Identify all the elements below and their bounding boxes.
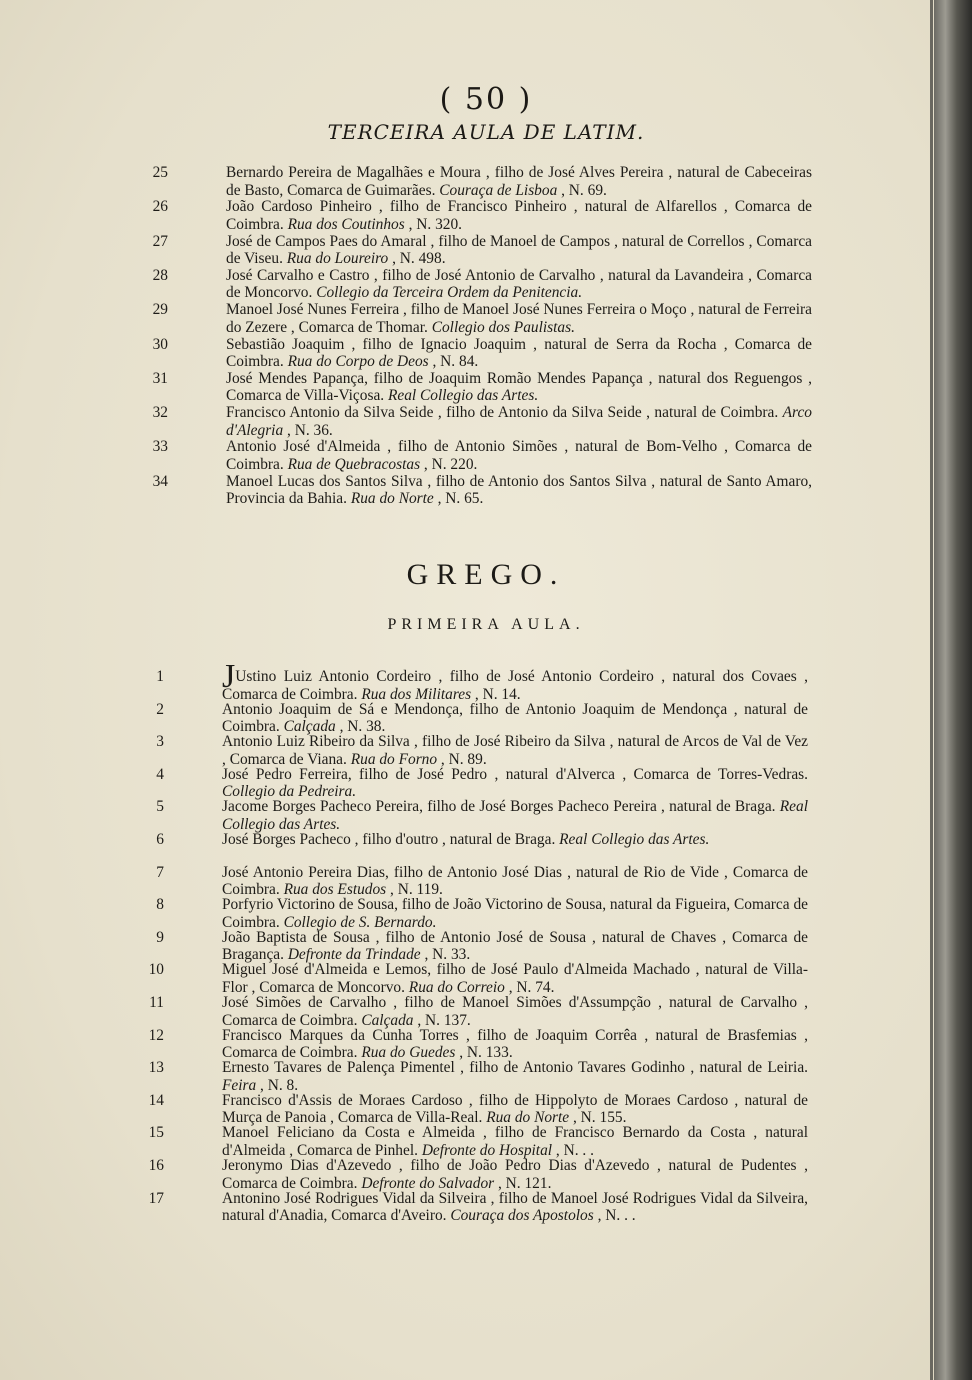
list-item bbox=[148, 1026, 808, 1062]
list-item bbox=[152, 438, 812, 473]
entry-number: 13 bbox=[148, 1059, 164, 1077]
list-item bbox=[152, 301, 812, 336]
entry-text: José Carvalho e Castro , filho de José Antonio de Carvalho , natural da Lavandeira , Comarca de Moncorvo. bbox=[226, 266, 812, 302]
list-item bbox=[156, 863, 808, 899]
entry-house-number: , N. 119. bbox=[386, 881, 443, 899]
entry-house-number: , N. 74. bbox=[504, 978, 555, 996]
entry-number: 15 bbox=[148, 1124, 164, 1142]
entry-number: 25 bbox=[152, 164, 168, 181]
book-spine-strip bbox=[934, 0, 972, 1380]
list-item bbox=[156, 765, 808, 801]
list-item bbox=[149, 994, 808, 1029]
entry-number: 27 bbox=[152, 232, 168, 250]
entry-number: 4 bbox=[156, 765, 164, 783]
entry-address: Rua dos Estudos bbox=[283, 881, 387, 899]
list-item bbox=[156, 658, 808, 703]
entry-address: Calçada bbox=[361, 1011, 414, 1029]
list-item bbox=[152, 369, 812, 405]
entry-address: Rua do Norte bbox=[486, 1109, 570, 1127]
entry-house-number: , N. 498. bbox=[388, 250, 446, 268]
entry-house-number: , N. 121. bbox=[494, 1174, 552, 1192]
entry-house-number: , N. 137. bbox=[413, 1011, 471, 1029]
entry-number: 16 bbox=[148, 1157, 164, 1174]
entry-text: Bernardo Pereira de Magalhães e Moura , filho de José Alves Pereira , natural de Cabeceiras de Basto, Comarca de Guimarães. bbox=[226, 164, 812, 199]
entry-address: Defronte do Salvador bbox=[361, 1174, 495, 1192]
list-item bbox=[148, 1059, 808, 1094]
list-item bbox=[148, 1091, 808, 1127]
list-item bbox=[148, 961, 808, 996]
entry-house-number: , N. 36. bbox=[283, 421, 333, 439]
entry-text: Jeronymo Dias d'Azevedo , filho de João Pedro Dias d'Azevedo , natural de Pudentes , Comarca de Coimbra. bbox=[222, 1157, 808, 1192]
entry-number: 5 bbox=[156, 798, 164, 816]
entry-address: Real Collegio das Artes. bbox=[559, 831, 710, 848]
entry-address: Rua dos Coutinhos bbox=[287, 215, 405, 233]
entry-text: Manoel José Nunes Ferreira , filho de Manoel José Nunes Ferreira o Moço , natural de Ferreira do Zezere , Comarca de Thomar. bbox=[226, 301, 812, 336]
entry-text: José Antonio Pereira Dias, filho de Antonio José Dias , natural de Rio de Vide , Comarca de Coimbra. bbox=[222, 863, 808, 899]
entry-text: Ernesto Tavares de Palença Pimentel , filho de Antonio Tavares Godinho , natural de Leiria. bbox=[222, 1059, 808, 1077]
entry-text: João Baptista de Sousa , filho de Antonio José de Sousa , natural de Chaves , Comarca de Bragança. bbox=[222, 928, 808, 964]
list-item bbox=[156, 831, 808, 849]
entry-number: 11 bbox=[149, 994, 164, 1011]
entry-house-number: , N. 38. bbox=[335, 718, 386, 736]
entry-text: João Cardoso Pinheiro , filho de Francisco Pinheiro , natural de Alfarellos , Comarca de Coimbra. bbox=[226, 198, 812, 233]
entry-text: José Simões de Carvalho , filho de Manoel Simões d'Assumpção , natural de Carvalho , Comarca de Coimbra. bbox=[222, 994, 808, 1029]
entry-number: 2 bbox=[156, 700, 164, 718]
section-title: TERCEIRA AULA DE LATIM. bbox=[327, 120, 645, 144]
entry-number: 3 bbox=[156, 733, 164, 751]
entry-house-number: , N. 69. bbox=[557, 181, 607, 199]
entry-text: Sebastião Joaquim , filho de Ignacio Joaquim , natural de Serra da Rocha , Comarca de Coimbra. bbox=[226, 335, 812, 370]
entry-house-number: , N. . . bbox=[593, 1207, 636, 1225]
entry-text: Manoel Feliciano da Costa e Almeida , filho de Francisco Bernardo da Costa , natural d'Almeida , Comarca de Pinhel. bbox=[222, 1124, 808, 1159]
entry-house-number: , N. 65. bbox=[433, 490, 484, 508]
entry-address: Couraça de Lisboa bbox=[439, 181, 558, 199]
entry-house-number: , N. 133. bbox=[455, 1044, 513, 1062]
page-number: ( 50 ) bbox=[439, 82, 533, 117]
entry-address: Real Collegio das Artes. bbox=[222, 798, 808, 833]
entry-number: 28 bbox=[152, 266, 168, 284]
entry-number: 9 bbox=[156, 928, 164, 946]
list-item bbox=[148, 1189, 808, 1225]
entry-address: Rua do Correio bbox=[408, 978, 505, 996]
entry-address: Defronte da Trindade bbox=[287, 946, 421, 964]
entry-house-number: , N. 220. bbox=[420, 455, 478, 473]
list-item bbox=[152, 404, 812, 439]
entry-number: 10 bbox=[148, 961, 164, 979]
entry-address: Real Collegio das Artes. bbox=[387, 387, 539, 405]
entry-text: Ustino Luiz Antonio Cordeiro , filho de José Antonio Cordeiro , natural dos Covaes , Comarca de Coimbra. bbox=[222, 668, 808, 703]
entry-text: Antonino José Rodrigues Vidal da Silveira , filho de Manoel José Rodrigues Vidal da Silveira, natural d'Anadia, Comarca d'Aveiro. bbox=[222, 1189, 808, 1225]
entry-address: Rua do Loureiro bbox=[286, 250, 389, 268]
entry-address: Rua do Norte bbox=[350, 490, 434, 508]
entry-number: 33 bbox=[152, 438, 168, 456]
entry-address: Feira bbox=[222, 1076, 257, 1094]
entry-house-number: , N. 84. bbox=[428, 353, 479, 370]
entry-number: 26 bbox=[152, 198, 168, 216]
list-item bbox=[152, 335, 812, 371]
page-edge bbox=[930, 0, 933, 1380]
entry-number: 34 bbox=[152, 472, 168, 490]
entry-text: Manoel Lucas dos Santos Silva , filho de Antonio dos Santos Silva , natural de Santo Amaro, Provincia da Bahia. bbox=[226, 472, 812, 508]
entry-house-number: , N. 14. bbox=[471, 685, 521, 703]
entry-text: Francisco Marques da Cunha Torres , filho de Joaquim Corrêa , natural de Brasfemias , Comarca de Coimbra. bbox=[222, 1026, 808, 1062]
entry-house-number: , N. 155. bbox=[569, 1109, 627, 1127]
entry-number: 29 bbox=[152, 301, 168, 319]
list-item bbox=[148, 1124, 808, 1159]
entry-text: Antonio Joaquim de Sá e Mendonça, filho de Antonio Joaquim de Mendonça , natural de Coimbra. bbox=[222, 700, 808, 736]
entry-text: José Pedro Ferreira, filho de José Pedro , natural d'Alverca , Comarca de Torres-Vedras. bbox=[222, 765, 808, 783]
entry-address: Rua de Quebracostas bbox=[287, 455, 421, 473]
entry-text: Jacome Borges Pacheco Pereira, filho de José Borges Pacheco Pereira , natural de Braga. bbox=[222, 798, 780, 816]
entry-number: 8 bbox=[156, 896, 164, 914]
entry-number: 17 bbox=[148, 1189, 164, 1207]
greek-title: GREGO. bbox=[406, 558, 566, 591]
entry-text: José Borges Pacheco , filho d'outro , natural de Braga. bbox=[222, 831, 560, 848]
list-item bbox=[152, 266, 812, 302]
entry-text: Antonio José d'Almeida , filho de Antonio Simões , natural de Bom-Velho , Comarca de Coimbra. bbox=[226, 438, 812, 473]
entry-text: Francisco d'Assis de Moraes Cardoso , filho de Hippolyto de Moraes Cardoso , natural de Murça de Panoia , Comarca de Villa-Real. bbox=[222, 1091, 808, 1127]
drop-cap: J bbox=[222, 658, 236, 695]
list-item bbox=[152, 198, 812, 233]
entry-address: Couraça dos Apostolos bbox=[450, 1207, 594, 1225]
list-item bbox=[156, 798, 808, 833]
entry-text: Miguel José d'Almeida e Lemos, filho de José Paulo d'Almeida Machado , natural de Villa-Flor , Comarca de Moncorvo. bbox=[222, 961, 808, 996]
entry-number: 1 bbox=[156, 668, 164, 685]
entry-address: Collegio da Pedreira. bbox=[222, 783, 357, 801]
entry-text: Antonio Luiz Ribeiro da Silva , filho de José Ribeiro da Silva , natural de Arcos de Val de Vez , Comarca de Viana. bbox=[222, 733, 808, 768]
entry-number: 32 bbox=[152, 404, 168, 422]
entry-text: José Mendes Papança, filho de Joaquim Romão Mendes Papança , natural dos Reguengos , Comarca de Villa-Viçosa. bbox=[226, 369, 812, 405]
list-item bbox=[148, 1157, 808, 1192]
entry-address: Collegio dos Paulistas. bbox=[431, 318, 575, 336]
list-item bbox=[152, 232, 812, 268]
entry-text: Porfyrio Victorino de Sousa, filho de João Victorino de Sousa, natural da Figueira, Comarca de Coimbra. bbox=[222, 896, 808, 931]
entry-address: Defronte do Hospital bbox=[421, 1141, 553, 1159]
entry-address: Rua do Forno bbox=[350, 750, 438, 768]
entry-number: 12 bbox=[148, 1026, 164, 1044]
entry-text: Francisco Antonio da Silva Seide , filho de Antonio da Silva Seide , natural de Coimbra. bbox=[226, 404, 783, 422]
entry-address: Collegio de S. Bernardo. bbox=[283, 913, 437, 931]
entry-address: Collegio da Terceira Ordem da Penitencia. bbox=[316, 284, 583, 302]
list-item bbox=[152, 164, 812, 199]
list-item bbox=[156, 733, 808, 768]
entry-address: Rua dos Militares bbox=[361, 685, 472, 703]
entry-house-number: , N. 320. bbox=[404, 215, 463, 233]
entry-house-number: , N. 8. bbox=[256, 1076, 299, 1094]
entry-text: José de Campos Paes do Amaral , filho de Manoel de Campos , natural de Correllos , Comarca de Viseu. bbox=[226, 232, 812, 268]
list-item bbox=[152, 472, 812, 508]
list-item bbox=[156, 928, 808, 964]
entry-address: Rua do Guedes bbox=[361, 1044, 456, 1062]
entry-number: 7 bbox=[156, 863, 164, 881]
entry-address: Calçada bbox=[283, 718, 336, 736]
entry-number: 14 bbox=[148, 1091, 164, 1109]
entry-house-number: , N. 89. bbox=[437, 750, 487, 768]
entry-house-number: , N. 33. bbox=[420, 946, 471, 964]
entry-number: 31 bbox=[152, 369, 168, 387]
list-item bbox=[156, 700, 808, 736]
list-item bbox=[156, 896, 808, 931]
entry-house-number: , N. . . bbox=[552, 1141, 594, 1159]
greek-subtitle: PRIMEIRA AULA. bbox=[387, 616, 585, 633]
entry-number: 6 bbox=[156, 831, 164, 848]
entry-address: Rua do Corpo de Deos bbox=[287, 353, 429, 370]
entry-address: Arco d'Alegria bbox=[226, 404, 812, 439]
entry-number: 30 bbox=[152, 335, 168, 353]
